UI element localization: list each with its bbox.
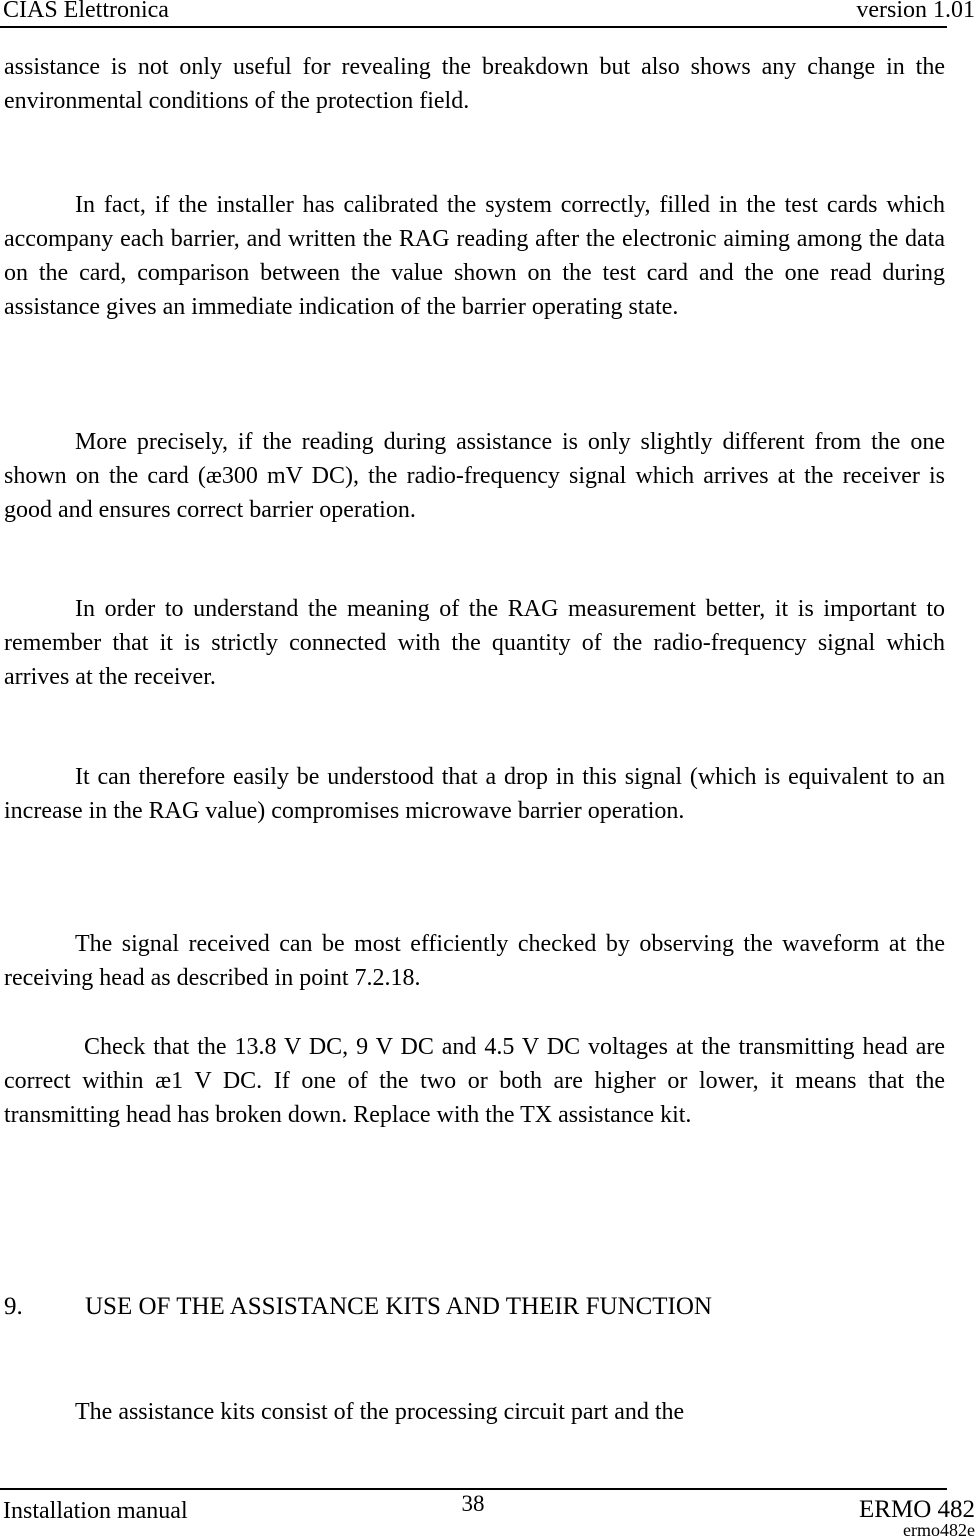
- header-rule: [0, 26, 947, 28]
- paragraph: More precisely, if the reading during assistance is only slightly different from the one shown on the card (æ300 mV DC), the radio-frequency signal which arrives at the receiver is good and ensures correct barrier operation.: [4, 429, 945, 523]
- section-heading: [4, 1290, 945, 1324]
- paragraph: In order to understand the meaning of the RAG measurement better, it is important to remember that it is strictly connected with the quantity of the radio-frequency signal which arrives at the receiver.: [4, 596, 945, 690]
- header-company: CIAS Elettronica: [3, 0, 169, 23]
- paragraph: It can therefore easily be understood that a drop in this signal (which is equivalent to an increase in the RAG value) compromises microwave barrier operation.: [4, 764, 945, 824]
- footer-manual-title: Installation manual: [3, 1498, 188, 1524]
- footer-page-number: 38: [461, 1491, 485, 1516]
- header-version: version 1.01: [856, 0, 975, 23]
- footer-doc-code: ERMO 482: [859, 1496, 975, 1523]
- paragraph-continuation: assistance is not only useful for revealing the breakdown but also shows any change in the environmental conditions of the protection field.: [4, 54, 945, 114]
- paragraph: Check that the 13.8 V DC, 9 V DC and 4.5 V DC voltages at the transmitting head are correct within æ1 V DC. If one of the two or both are higher or lower, it means that the transmitting head has broken down. Replace with the TX assistance kit.: [4, 1034, 945, 1128]
- paragraph: The assistance kits consist of the processing circuit part and the: [75, 1399, 685, 1425]
- footer-rule: [0, 1488, 947, 1490]
- paragraph: The signal received can be most efficiently checked by observing the waveform at the receiving head as described in point 7.2.18.: [4, 931, 945, 991]
- section-title: USE OF THE ASSISTANCE KITS AND THEIR FUNCTION: [85, 1293, 712, 1320]
- paragraph: In fact, if the installer has calibrated the system correctly, filled in the test cards which accompany each barrier, and written the RAG reading after the electronic aiming among the data on the card, comparison between the value shown on the test card and the one read during assistance gives an immediate indication of the barrier operating state.: [4, 192, 945, 320]
- section-number: 9.: [4, 1293, 23, 1320]
- footer-file-code: ermo482e: [903, 1520, 975, 1538]
